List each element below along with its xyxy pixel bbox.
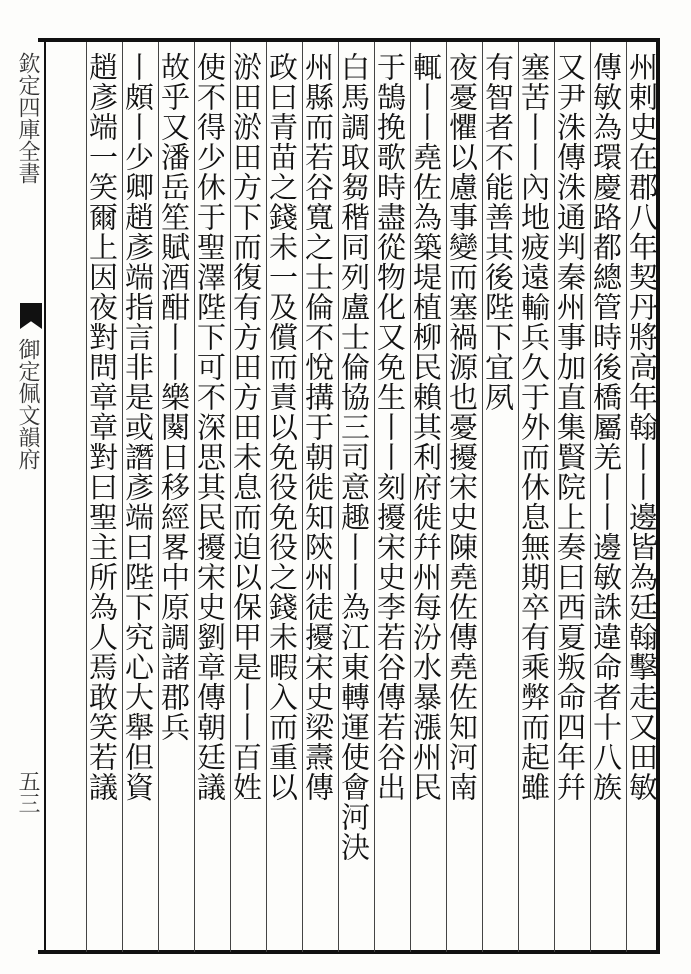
text-column-14: 故乎又潘岳笙賦酒酣丨丨樂闋日移經畧中原調諸郡兵 bbox=[157, 52, 191, 742]
text-column-6: 夜憂懼以慮事變而塞禍源也憂擾宋史陳堯佐傳堯佐知河南 bbox=[445, 52, 479, 802]
text-column-13: 使不得少休于聖澤陛下可不深思其民擾宋史劉章傳朝廷議 bbox=[193, 52, 227, 802]
text-column-11: 政曰青苗之錢未一及償而責以免役免役之錢未暇入而重以 bbox=[265, 52, 299, 802]
top-border-rule bbox=[38, 38, 660, 42]
text-column-7: 輒丨丨堯佐為築堤植柳民賴其利府徙幷州每汾水暴漲州民 bbox=[409, 52, 443, 802]
margin-book-title: 御定佩文韻府 bbox=[15, 338, 40, 470]
text-column-15: 丨頗丨少卿趙彥端指言非是或譖彥端曰陛下究心大舉但資 bbox=[121, 52, 155, 802]
text-column-12: 淤田淤田方下而復有方田方田未息而迫以保甲是丨丨百姓 bbox=[229, 52, 263, 802]
margin-page-number: 五三 bbox=[15, 770, 40, 814]
text-column-5: 有智者不能善其後陛下宜夙 bbox=[481, 52, 515, 412]
text-column-2: 傳敏為環慶路都總管時後橋屬羌丨丨邊敏誅違命者十八族 bbox=[589, 52, 623, 802]
text-column-4: 塞苦丨丨內地疲遠輸兵久于外而休息無期卒有乘弊而起雖 bbox=[517, 52, 551, 802]
text-column-8: 于鵠挽歌時盡從物化又免生丨丨刻擾宋史李若谷傳若谷出 bbox=[373, 52, 407, 802]
text-column-3: 又尹洙傳洙通判秦州事加直集賢院上奏曰西夏叛命四年幷 bbox=[553, 52, 587, 802]
margin-divider-rule bbox=[44, 38, 46, 954]
text-column-10: 州縣而若谷寬之士倫不悅搆于朝徙知陝州徒擾宋史梁燾傳 bbox=[301, 52, 335, 802]
text-column-1: 州剌史在郡八年契丹將高年翰丨丨邊皆為廷翰擊走又田敏 bbox=[625, 52, 659, 802]
text-column-16: 趙彥端一笑爾上因夜對問章章對曰聖主所為人焉敢笑若議 bbox=[85, 52, 119, 802]
text-column-9: 白馬調取芻稭同列盧士倫協三司意趣丨丨為江東轉運使會河決 bbox=[337, 52, 371, 862]
margin-top-label: 欽定四庫全書 bbox=[15, 52, 40, 184]
fish-tail-mark-icon bbox=[20, 303, 42, 329]
